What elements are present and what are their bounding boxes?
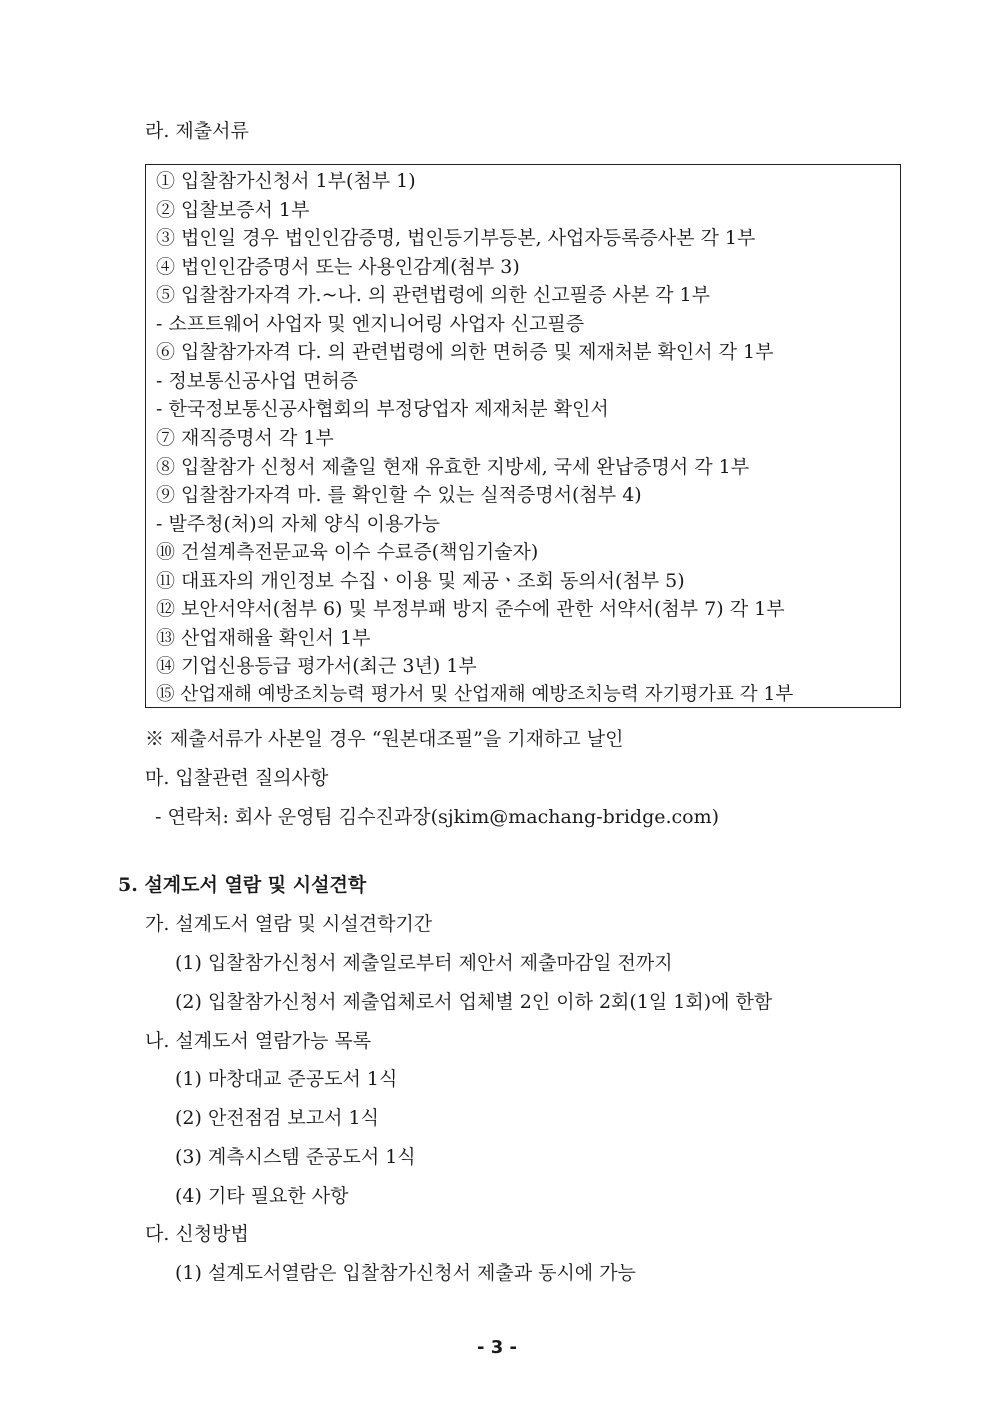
document-subitem-5a: - 소프트웨어 사업자 및 엔지니어링 사업자 신고필증 xyxy=(156,313,585,335)
page-number: - 3 - xyxy=(477,1337,517,1358)
document-item-3: ③ 법인일 경우 법인인감증명, 법인등기부등본, 사업자등록증사본 각 1부 xyxy=(156,227,756,249)
document-item-13: ⑬ 산업재해율 확인서 1부 xyxy=(156,627,371,649)
document-item-1: ① 입찰참가신청서 1부(첨부 1) xyxy=(156,170,416,192)
document-item-2: ② 입찰보증서 1부 xyxy=(156,199,310,221)
section-5-na-item-1: (1) 마창대교 준공도서 1식 xyxy=(175,1068,398,1090)
document-item-6: ⑥ 입찰참가자격 다. 의 관련법령에 의한 면허증 및 제재처분 확인서 각 1부 xyxy=(156,341,774,363)
section-5-ga-item-2: (2) 입찰참가신청서 제출업체로서 업체별 2인 이하 2회(1일 1회)에 한함 xyxy=(175,991,773,1013)
section-5-ga-heading: 가. 설계도서 열람 및 시설견학기간 xyxy=(145,913,433,935)
document-item-15: ⑮ 산업재해 예방조치능력 평가서 및 산업재해 예방조치능력 자기평가표 각 1부 xyxy=(156,684,794,705)
copy-note: ※ 제출서류가 사본일 경우 “원본대조필”을 기재하고 날인 xyxy=(145,728,624,750)
document-item-11: ⑪ 대표자의 개인정보 수집ㆍ이용 및 제공ㆍ조회 동의서(첨부 5) xyxy=(156,570,685,592)
section-5-na-item-4: (4) 기타 필요한 사항 xyxy=(175,1185,349,1207)
document-item-7: ⑦ 재직증명서 각 1부 xyxy=(156,427,334,449)
subsection-ma-heading: 마. 입찰관련 질의사항 xyxy=(145,767,329,789)
document-item-4: ④ 법인인감증명서 또는 사용인감계(첨부 3) xyxy=(156,256,520,278)
document-subitem-6a: - 정보통신공사업 면허증 xyxy=(156,370,359,392)
subsection-ra-heading: 라. 제출서류 xyxy=(145,120,249,142)
section-5-ga-item-1: (1) 입찰참가신청서 제출일로부터 제안서 제출마감일 전까지 xyxy=(175,952,673,974)
document-item-5: ⑤ 입찰참가자격 가.~나. 의 관련법령에 의한 신고필증 사본 각 1부 xyxy=(156,284,710,306)
section-5-da-item-1: (1) 설계도서열람은 입찰참가신청서 제출과 동시에 가능 xyxy=(175,1262,636,1284)
section-5-na-item-3: (3) 계측시스템 준공도서 1식 xyxy=(175,1146,416,1168)
section-5-da-heading: 다. 신청방법 xyxy=(145,1223,249,1245)
document-subitem-9a: - 발주청(처)의 자체 양식 이용가능 xyxy=(156,513,441,535)
document-item-8: ⑧ 입찰참가 신청서 제출일 현재 유효한 지방세, 국세 완납증명서 각 1부 xyxy=(156,456,750,478)
document-subitem-6b: - 한국정보통신공사협회의 부정당업자 제재처분 확인서 xyxy=(156,398,609,420)
section-5-na-heading: 나. 설계도서 열람가능 목록 xyxy=(145,1030,372,1052)
required-documents-box xyxy=(145,164,901,708)
document-item-9: ⑨ 입찰참가자격 마. 를 확인할 수 있는 실적증명서(첨부 4) xyxy=(156,484,642,506)
document-item-10: ⑩ 건설계측전문교육 이수 수료증(책임기술자) xyxy=(156,541,539,563)
document-item-12: ⑫ 보안서약서(첨부 6) 및 부정부패 방지 준수에 관한 서약서(첨부 7) 각 1부 xyxy=(156,598,785,620)
section-5-na-item-2: (2) 안전점검 보고서 1식 xyxy=(175,1107,379,1129)
contact-info: - 연락처: 회사 운영팀 김수진과장(sjkim@machang-bridge.com) xyxy=(155,806,720,828)
section-5-title: 5. 설계도서 열람 및 시설견학 xyxy=(118,874,367,896)
document-item-14: ⑭ 기업신용등급 평가서(최근 3년) 1부 xyxy=(156,655,477,677)
